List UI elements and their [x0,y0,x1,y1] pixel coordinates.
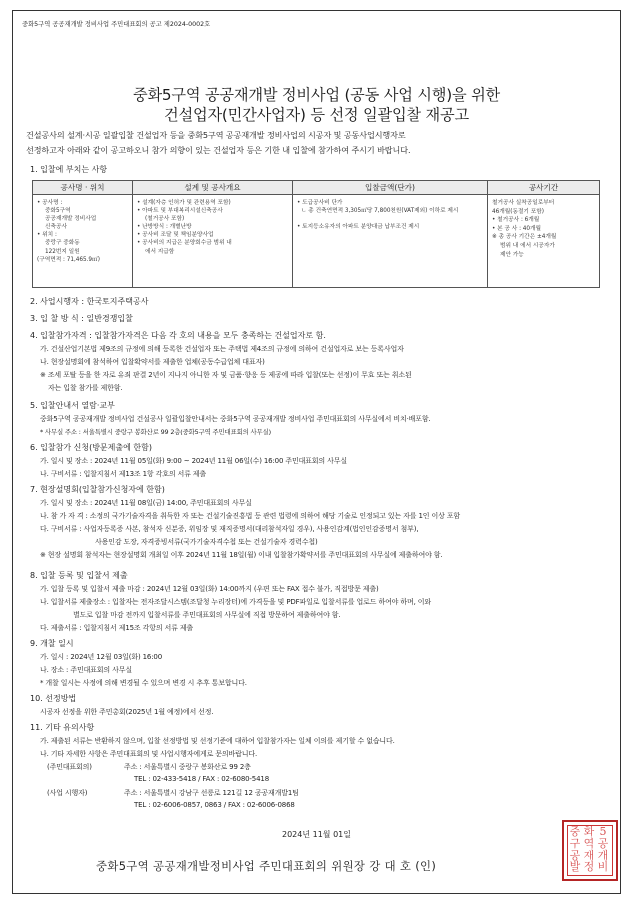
seal-character: 구 [569,836,581,850]
cell-line: 46개월(동절기 포함) [492,208,544,215]
contact-residents-label: (주민대표회의) [47,763,92,771]
section-4-note-cont: 자는 입찰 참가를 제한함. [48,384,123,392]
cell-line: 범위 내 에서 시공자가 [500,242,555,249]
table-cell-bid-amount [293,195,488,288]
section-7-da-cont: 사용인감 도장, 자격증빙서류(국가기술자격수첩 또는 건설기술자 경력수첩) [95,538,318,546]
cell-line: • 철거공사 : 6개월 [492,217,540,224]
project-table [32,180,600,288]
section-2: 2. 사업시행자 : 한국토지주택공사 [30,297,149,306]
cell-line: 122번지 일원 [45,248,80,255]
contact-operator-tel: TEL : 02-6006-0857, 0863 / FAX : 02-6006-0868 [134,801,295,809]
section-7-ga: 가. 일시 및 장소 : 2024년 11월 08일(금) 14:00, 주민대표회의 사무실 [40,499,252,507]
seal-character: 화 [583,825,595,838]
cell-line: 중화5구역 [45,208,71,215]
table-header: 입찰금액(단가) [293,181,488,195]
table-header: 공사기간 [488,181,600,195]
cell-line: • 공사명 : [37,200,63,206]
title-line-2: 건설업자(민간사업자) 등 선정 일괄입찰 재공고 [164,106,469,124]
section-8-heading: 8. 입찰 등록 및 입찰서 제출 [30,571,128,580]
cell-line: 신축공사 [45,224,67,231]
section-4-heading: 4. 입찰참가자격 : 입찰참가자격은 다음 각 호의 내용을 모두 충족하는 건설업자로 함. [30,331,326,340]
section-1-heading: 1. 입찰에 부치는 사항 [30,165,108,174]
section-8-da: 다. 제출서류 : 입찰지침서 제15조 각항의 서류 제출 [40,624,194,632]
section-8-na-cont: 별도로 입찰 마감 전까지 입찰서류를 주민대표회의 사무실에 직접 방문하여 제출하여야 함. [73,611,341,619]
cell-line: • 설계(자층 인허가 및 관련용역 포함) [137,200,231,206]
cell-line: • 공사비의 지급은 분양회수금 범위 내 [137,240,232,247]
seal-character: 정 [583,860,595,874]
seal-character: 비 [597,860,609,874]
table-header: 공사명 · 위치 [33,181,133,195]
section-8-na: 나. 입찰서류 제출장소 : 입찰자는 전자조달시스템(조달청 누리장터)에 가격등을 및 PDF파일로 입찰서류를 업로드 하여야 하며, 이와 [40,598,431,606]
section-3: 3. 입 찰 방 식 : 일반경쟁입찰 [30,314,133,323]
section-11-na: 나. 기타 자세한 사항은 주민대표회의 및 사업시행자에게로 문의바랍니다. [40,750,258,758]
cell-line: • 본 공 사 : 40개월 [492,225,542,232]
cell-spacer [297,215,483,223]
seal-character: 중 [569,825,581,838]
section-9-heading: 9. 개찰 일시 [30,639,74,648]
contact-residents-tel: TEL : 02-433-5418 / FAX : 02-6080-5418 [134,775,270,783]
table-header: 설계 및 공사개요 [133,181,293,195]
intro-line: 건설공사의 설계·시공 일괄입찰 건설업자 등을 중화5구역 공공재개발 정비사업의 시공자 및 공동사업시행자로 [26,130,406,140]
cell-line: 제안 가능 [500,251,524,258]
seal-character: 공 [597,836,609,850]
cell-line: (철거공사 포함) [145,216,185,223]
official-seal-stamp [562,820,618,881]
cell-line: • 토지등소유자의 아파트 분양대금 납부조건 제시 [297,224,420,231]
section-9-na: 나. 장소 : 주민대표회의 사무실 [40,666,132,674]
seal-character: 발 [569,860,581,874]
section-5-address: * 사무실 주소 : 서울특별시 중랑구 봉화산로 99 2층(중화5구역 주민대표회의 사무실) [40,428,271,436]
section-10-line: 시공자 선정을 위한 주민총회(2025년 1월 예정)에서 선정. [40,708,214,716]
signer-line: 중화5구역 공공재개발정비사업 주민대표회의 위원장 강 대 호 (인) [96,859,437,873]
cell-line: 철거공사 실착공일로부터 [492,200,555,206]
notice-date: 2024년 11월 01일 [282,830,351,839]
cell-line: • 위치 : [37,232,57,239]
contact-operator-address: 주소 : 서울특별시 강남구 선릉로 121길 12 공공재개발1팀 [124,789,299,797]
section-10-heading: 10. 선정방법 [30,694,77,703]
notice-number: 중화5구역 공공재개발 정비사업 주민대표회의 공고 제2024-0002호 [22,21,211,28]
cell-line: • 아파트 및 부대복리시설신축공사 [137,208,223,215]
section-6-ga: 가. 일시 및 장소 : 2024년 11월 05일(화) 9:00 ~ 2024년 11월 06일(수) 16:00 주민대표회의 사무실 [40,457,347,465]
seal-characters [568,826,610,873]
table-cell-overview [133,195,293,288]
contact-operator-label: (사업 시행자) [47,789,88,797]
cell-line: 중랑구 중화동 [45,240,80,247]
seal-character: 5 [599,825,607,838]
section-9-ga: 가. 일시 : 2024년 12월 03일(화) 16:00 [40,653,163,661]
section-7-da: 다. 구비서류 : 사업자등록증 사본, 참석자 신분증, 위임장 및 재직증명서(대리참석자일 경우), 사용인감계(법인인감증명서 첨부), [40,525,419,533]
section-6-na: 나. 구비서류 : 입찰지침서 제13조 1항 각호의 서류 제출 [40,470,207,478]
cell-line: 공공재개발 정비사업 [45,216,97,223]
intro-line: 선정하고자 아래와 같이 공고하오니 참가 의향이 있는 건설업자 등은 기한 내 입찰에 참가하여 주시기 바랍니다. [26,145,411,155]
table-cell-period [488,195,600,288]
cell-line: • 도급공사비 단가 [297,200,343,206]
section-4-ga: 가. 건설산업기본법 제9조의 규정에 의해 등록한 건설업자 또는 주택법 제4조의 규정에 의하여 건설업자로 보는 등록사업자 [40,345,404,353]
title-line-1: 중화5구역 공공재개발 정비사업 (공동 사업 시행)을 위한 [132,86,501,104]
section-6-heading: 6. 입찰참가 신청(방문제출에 한함) [30,443,152,452]
table-cell-project [33,195,133,288]
cell-line: • 난방방식 : 개별난방 [137,224,192,231]
cell-line: (구역면적 : 71,465.9㎡) [37,256,100,263]
cell-line: 에서 지급함 [145,248,175,255]
section-5-heading: 5. 입찰안내서 열람·교부 [30,401,115,410]
section-11-ga: 가. 제출된 서류는 반환하지 않으며, 입찰 선정방법 및 선정기준에 대하여 입찰참가자는 일체 이의를 제기할 수 없습니다. [40,737,395,745]
seal-character: 개 [597,848,609,862]
seal-character: 공 [569,848,581,862]
cell-line: ㄴ 총 건축연면적 3,305㎡당 7,800천원(VAT제외) 이하로 제시 [301,208,459,215]
section-9-note: * 개찰 일시는 사정에 의해 변경될 수 있으며 변경 시 추후 통보합니다. [40,679,247,687]
seal-character: 재 [583,848,595,862]
contact-residents-address: 주소 : 서울특별시 중랑구 봉화산로 99 2층 [124,763,251,771]
section-5-line: 중화5구역 공공재개발 정비사업 건설공사 일괄입찰안내서는 중화5구역 공공재개발 정비사업 주민대표회의 사무실에서 비치·배포함. [40,415,431,423]
section-4-note: ※ 조세 포탈 등을 한 자로 유죄 판결 2년이 지나지 아니한 자 및 금품·향응 등 제공에 따라 입찰(또는 선정)이 무효 또는 취소된 [40,371,412,379]
section-8-ga: 가. 입찰 등록 및 입찰서 제출 마감 : 2024년 12월 03일(화) 14:00까지 (우편 또는 FAX 접수 불가, 직접방문 제출) [40,585,379,593]
seal-character: 역 [583,836,595,850]
section-11-heading: 11. 기타 유의사항 [30,723,95,732]
section-4-na: 나. 현장설명회에 참석하여 입찰확약서를 제출한 업체(공동수급업체 대표자) [40,358,265,366]
section-7-heading: 7. 현장설명회(입찰참가신청자에 한함) [30,485,165,494]
intro-paragraph [26,128,616,158]
cell-line: ※ 총 공사 기간은 ±4개월 [492,234,557,241]
section-7-na: 나. 참 가 자 격 : 소정의 국가기술자격을 취득한 자 또는 건설기술진흥법 등 관련 법령에 의하여 해당 기술로 인정되고 있는 자를 1인 이상 포함 [40,512,460,520]
cell-line: • 공사비 조달 및 책임분양사업 [137,232,214,239]
section-7-note: ※ 현장 설명회 참석자는 현장설명회 개최일 이후 2024년 11월 18일(월) 이내 입찰참가확약서를 주민대표회의 사무실에 제출하여야 함. [40,551,443,559]
